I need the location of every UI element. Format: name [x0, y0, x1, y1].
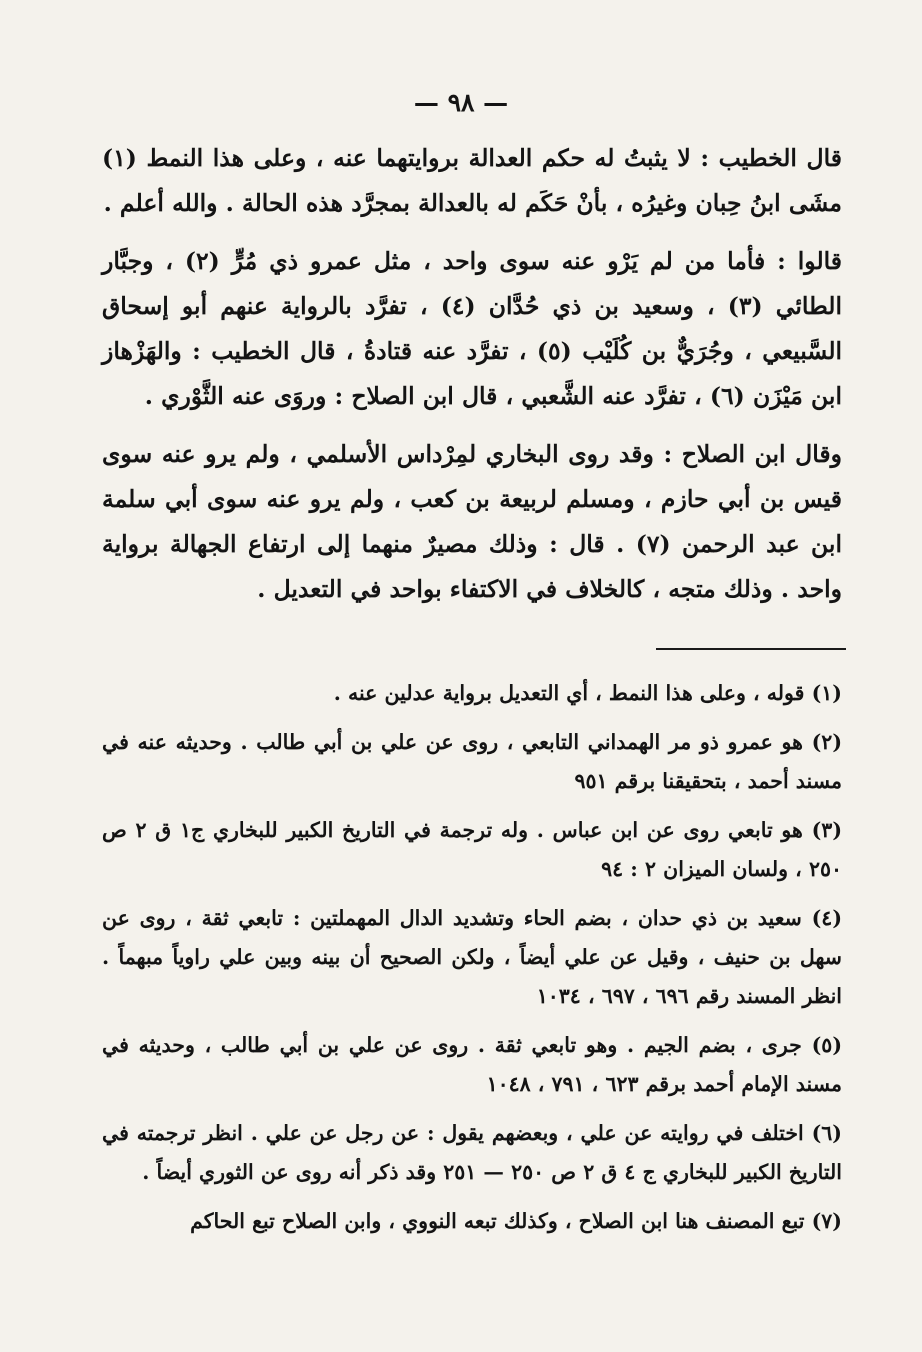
- footnote: [102, 1114, 842, 1192]
- footnote-text: هو تابعي روى عن ابن عباس . وله ترجمة في التاريخ الكبير للبخاري ج١ ق ٢ ص ٢٥٠ ، ولسان الميزان ٢ : ٩٤: [102, 818, 842, 881]
- footnote-number: (٦): [811, 1121, 842, 1145]
- footnote-number: (٥): [811, 1033, 843, 1057]
- footnote-text: اختلف في روايته عن علي ، وبعضهم يقول : عن رجل عن علي . انظر ترجمته في التاريخ الكبير للبخاري ج ٤ ق ٢ ص ٢٥٠ — ٢٥١ وقد ذكر أنه روى عن الثوري أيضاً .: [102, 1121, 842, 1184]
- footnotes: [102, 674, 842, 1251]
- footnote: [102, 723, 842, 801]
- paragraph: قال الخطيب : لا يثبتُ له حكم العدالة بروايتهما عنه ، وعلى هذا النمط (١) مشَى ابنُ حِبان وغيرُه ، بأنْ حَكَم له بالعدالة بمجرَّد هذه الحالة . والله أعلم .: [102, 144, 842, 217]
- footnote-number: (١): [811, 681, 842, 705]
- footnote-number: (٣): [811, 818, 843, 842]
- paragraph: وقال ابن الصلاح : وقد روى البخاري لمِرْداس الأسلمي ، ولم يرو عنه سوى قيس بن أبي حازم ، ومسلم لربيعة بن كعب ، ولم يرو عنه سوى أبي سلمة ابن عبد الرحمن (٧) . قال : وذلك مصيرٌ منهما إلى ارتفاع الجهالة برواية واحد . وذلك متجه ، كالخلاف في الاكتفاء بواحد في التعديل .: [102, 440, 843, 603]
- main-text: [102, 136, 842, 625]
- footnote: [102, 1026, 842, 1104]
- footnote: [102, 899, 842, 1016]
- footnote: [102, 1202, 842, 1241]
- footnote-text: جرى ، بضم الجيم . وهو تابعي ثقة . روى عن علي بن أبي طالب ، وحديثه في مسند الإمام أحمد برقم ٦٢٣ ، ٧٩١ ، ١٠٤٨: [102, 1033, 842, 1096]
- footnote-number: (٤): [811, 906, 843, 930]
- footnote-separator: [656, 648, 846, 650]
- footnote-text: قوله ، وعلى هذا النمط ، أي التعديل برواية عدلين عنه .: [333, 681, 805, 705]
- footnote-number: (٢): [811, 730, 843, 754]
- footnote: [102, 674, 842, 713]
- footnote: [102, 811, 842, 889]
- footnote-number: (٧): [811, 1209, 842, 1233]
- footnote-text: هو عمرو ذو مر الهمداني التابعي ، روى عن علي بن أبي طالب . وحديثه عنه في مسند أحمد ، بتحقيقنا برقم ٩٥١: [102, 730, 842, 793]
- page-number: — ٩٨ —: [413, 88, 509, 117]
- footnote-text: تبع المصنف هنا ابن الصلاح ، وكذلك تبعه النووي ، وابن الصلاح تبع الحاكم: [190, 1209, 805, 1233]
- paragraph: قالوا : فأما من لم يَرْو عنه سوى واحد ، مثل عمرو ذي مُرٍّ (٢) ، وجبَّار الطائي (٣) ، وسعيد بن ذي حُدَّان (٤) ، تفرَّد بالرواية عنهم أبو إسحاق السَّبيعي ، وجُرَيٌّ بن كُلَيْب (٥) ، تفرَّد عنه قتادةُ ، قال الخطيب : والهَزْهاز ابن مَيْزَن (٦) ، تفرَّد عنه الشَّعبي ، قال ابن الصلاح : وروَى عنه الثَّوْري .: [102, 247, 843, 410]
- footnote-text: سعيد بن ذي حدان ، بضم الحاء وتشديد الدال المهملتين : تابعي ثقة ، روى عن سهل بن حنيف ، وقيل عن علي أيضاً ، ولكن الصحيح أن بينه وبين علي راوياً مبهماً . انظر المسند رقم ٦٩٦ ، ٦٩٧ ، ١٠٣٤: [102, 906, 842, 1008]
